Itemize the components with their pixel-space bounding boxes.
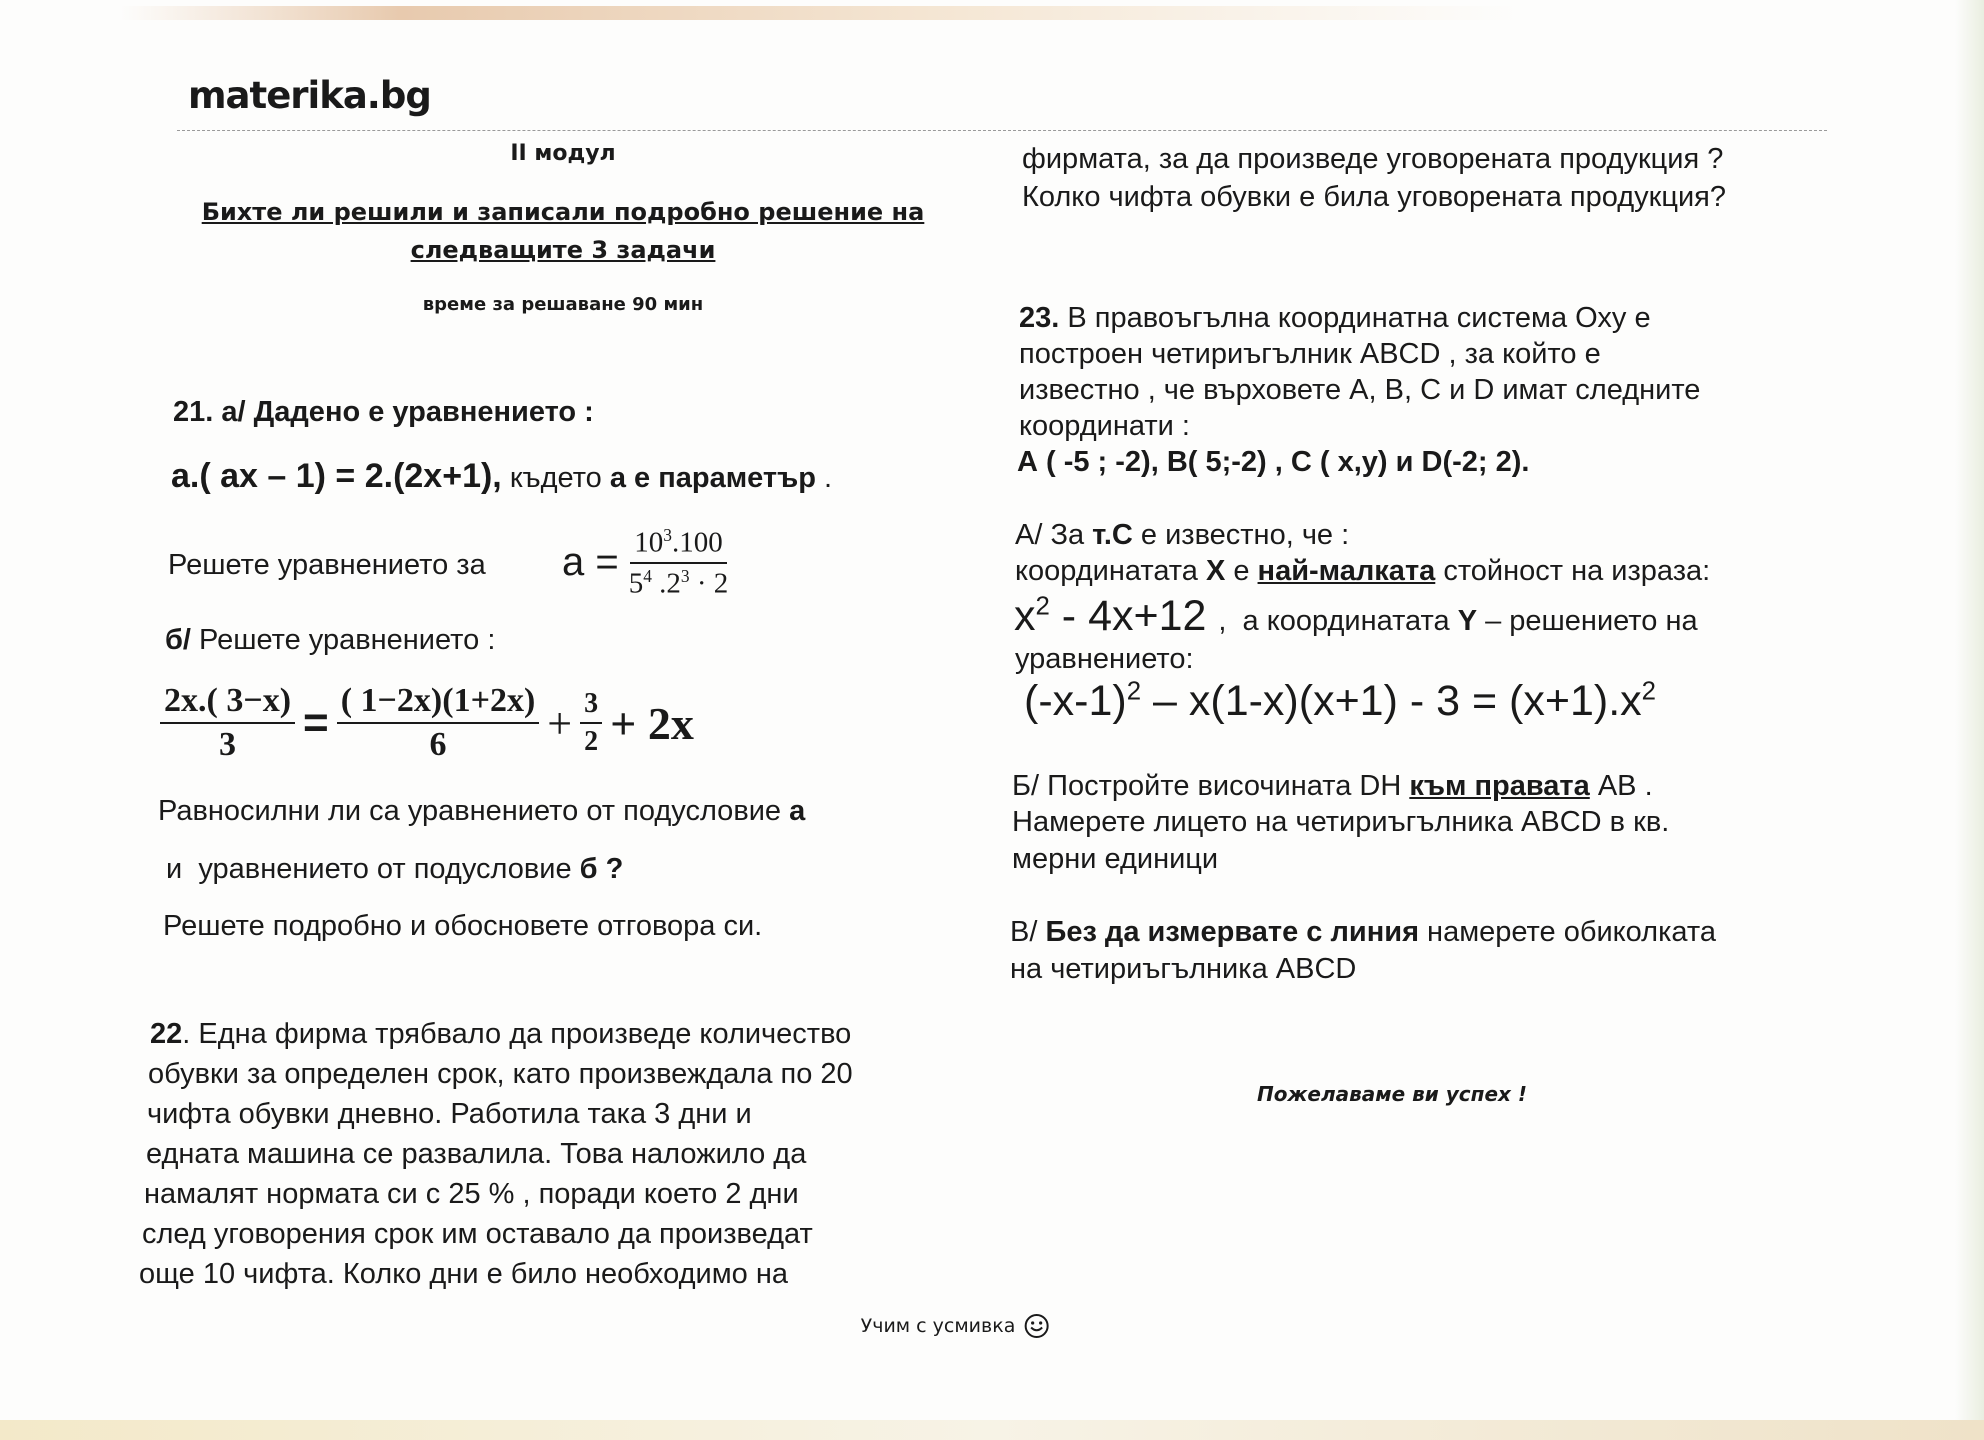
footer-text: Учим с усмивка	[860, 1315, 1016, 1337]
text: – х(1-х)(х+1) - 3 = (х+1).х	[1141, 677, 1642, 725]
denominator: 6	[429, 726, 447, 763]
q23-part-a-line	[1015, 519, 1349, 552]
module-label: II модул	[510, 141, 616, 166]
text: стойност на израза:	[1435, 555, 1711, 587]
q23-part-b-line: мерни единици	[1012, 843, 1219, 875]
exponent: 2	[1035, 592, 1050, 621]
q22-line: обувки за определен срок, като произвеждала по 20	[148, 1058, 853, 1090]
exponent: 2	[1126, 677, 1142, 706]
parameter-text: а е параметър	[609, 462, 816, 494]
q22-line: след уговорения срок им оставало да произведат	[142, 1218, 813, 1250]
text: и уравнението от подусловие	[158, 853, 580, 885]
text: Б/ Постройте височината DH	[1012, 770, 1410, 802]
text: 5	[628, 567, 644, 600]
q23-part-b-line: Намерете лицето на четириъгълника ABCD в кв.	[1012, 806, 1670, 838]
text: координатата	[1015, 555, 1206, 587]
q22-line: едната машина се развалила. Това наложило да	[146, 1138, 807, 1170]
heading-line-2: следващите 3 задачи	[410, 236, 716, 264]
text: най-малката	[1257, 555, 1436, 587]
q22-line: Колко чифта обувки е била уговорената продукция?	[1022, 181, 1726, 213]
text: намерете обиколката	[1419, 916, 1716, 948]
text: е	[1225, 555, 1258, 587]
text: 10	[634, 526, 664, 559]
text: В правоъгълна координатна система Оху е	[1059, 302, 1651, 334]
a-value-formula	[562, 525, 728, 600]
denominator: 3	[219, 726, 237, 763]
question-number: 23.	[1019, 302, 1060, 334]
exponent: 3	[663, 525, 672, 545]
q21-question-line-3: Решете подробно и обосновете отговора си.	[163, 910, 763, 942]
fraction-2	[337, 682, 540, 764]
q21-question-line-1	[158, 795, 805, 828]
exponent: 3	[680, 565, 690, 586]
text: · 2	[689, 567, 729, 600]
denominator: 2	[584, 726, 599, 757]
part-label: б/	[165, 624, 191, 656]
q23-part-c-line: на четириъгълника ABCD	[1010, 953, 1357, 985]
a-equals: a =	[562, 540, 619, 585]
equation-y	[1024, 677, 1656, 726]
equation-a: а.( ах – 1) = 2.(2х+1),	[171, 457, 502, 495]
numerator: 2x.( 3−x)	[160, 682, 295, 724]
expression	[1014, 592, 1218, 640]
a-fraction	[629, 525, 729, 600]
text: - 4х+12	[1049, 592, 1219, 640]
text: .	[816, 462, 833, 494]
question-number: 22	[150, 1018, 183, 1050]
text: Равносилни ли са уравнението от подусловие	[158, 795, 790, 827]
text: е известно, че :	[1132, 519, 1350, 551]
text: Х	[1205, 555, 1226, 587]
q23-line	[1019, 302, 1651, 335]
text: Y	[1457, 605, 1478, 637]
text: – решението на	[1477, 605, 1698, 637]
equals-sign: =	[303, 698, 329, 747]
q22-line: още 10 чифта. Колко дни е било необходимо на	[139, 1258, 788, 1290]
scan-streak	[120, 6, 1520, 20]
q21-equation-a	[171, 457, 832, 496]
vertex-coordinates: А ( -5 ; -2), В( 5;-2) , С ( х,у) и D(-2; 2).	[1017, 446, 1530, 478]
header-divider	[177, 130, 1827, 131]
logo: materika.bg	[188, 74, 431, 117]
smiley-icon	[1023, 1313, 1049, 1339]
q21-title: 21. а/ Дадено е уравнението :	[173, 396, 594, 428]
text: , а координатата	[1218, 605, 1458, 637]
q22-line: фирмата, за да произведе уговорената продукция ?	[1022, 143, 1724, 175]
equation-b	[160, 682, 694, 764]
a-numerator	[630, 525, 726, 564]
text: а	[789, 795, 806, 827]
a-denominator	[629, 564, 729, 601]
text: т.С	[1092, 519, 1133, 551]
text: . Една фирма трябвало да произведе количество	[182, 1018, 852, 1050]
solve-for-label: Решете уравнението за	[168, 549, 486, 581]
text: б ?	[579, 853, 624, 885]
footer	[861, 1313, 1050, 1339]
closing-wish: Пожелаваме ви успех !	[1256, 1082, 1528, 1106]
exponent: 2	[1641, 677, 1657, 706]
text: х	[1014, 592, 1036, 640]
q23-part-b-line	[1012, 770, 1653, 803]
time-limit: време за решаване 90 мин	[422, 294, 704, 315]
scan-edge	[1955, 0, 1984, 1440]
term-2x: + 2x	[610, 697, 694, 749]
text: В/	[1010, 916, 1046, 948]
q21-part-b	[165, 624, 495, 657]
numerator: ( 1−2x)(1+2x)	[337, 682, 540, 724]
text: .2	[651, 567, 681, 600]
text: А/ За	[1015, 519, 1093, 551]
scan-edge-bottom	[0, 1420, 1984, 1440]
plus-sign: +	[547, 698, 573, 748]
text: към правата	[1409, 770, 1590, 802]
q23-line: построен четириъгълник ABCD , за който е	[1019, 338, 1601, 370]
text: Без да измервате с линия	[1045, 916, 1419, 948]
text: Решете уравнението :	[190, 624, 496, 656]
q23-part-a-line: уравнението:	[1015, 643, 1194, 675]
q22-line: намалят нормата си с 25 % , поради което 2 дни	[144, 1178, 799, 1210]
q23-line: координати :	[1019, 410, 1190, 442]
fraction-1	[160, 682, 295, 764]
q23-line: известно , че върховете А, В, С и D имат следните	[1019, 374, 1701, 406]
q23-part-a-line	[1015, 555, 1710, 588]
fraction-3	[580, 688, 602, 758]
exponent: 4	[643, 565, 652, 586]
q23-part-c-line	[1010, 916, 1716, 949]
text: АВ .	[1589, 770, 1653, 802]
q21-question-line-2	[158, 853, 623, 886]
q22-line	[150, 1018, 851, 1051]
text: (-х-1)	[1024, 677, 1127, 725]
text: .100	[671, 526, 723, 559]
heading-line-1: Бихте ли решили и записали подробно решение на	[201, 198, 925, 226]
q23-expression-line	[1014, 592, 1698, 641]
q22-line: чифта обувки дневно. Работила така 3 дни и	[147, 1098, 752, 1130]
text: където	[501, 462, 610, 494]
numerator: 3	[580, 688, 602, 724]
